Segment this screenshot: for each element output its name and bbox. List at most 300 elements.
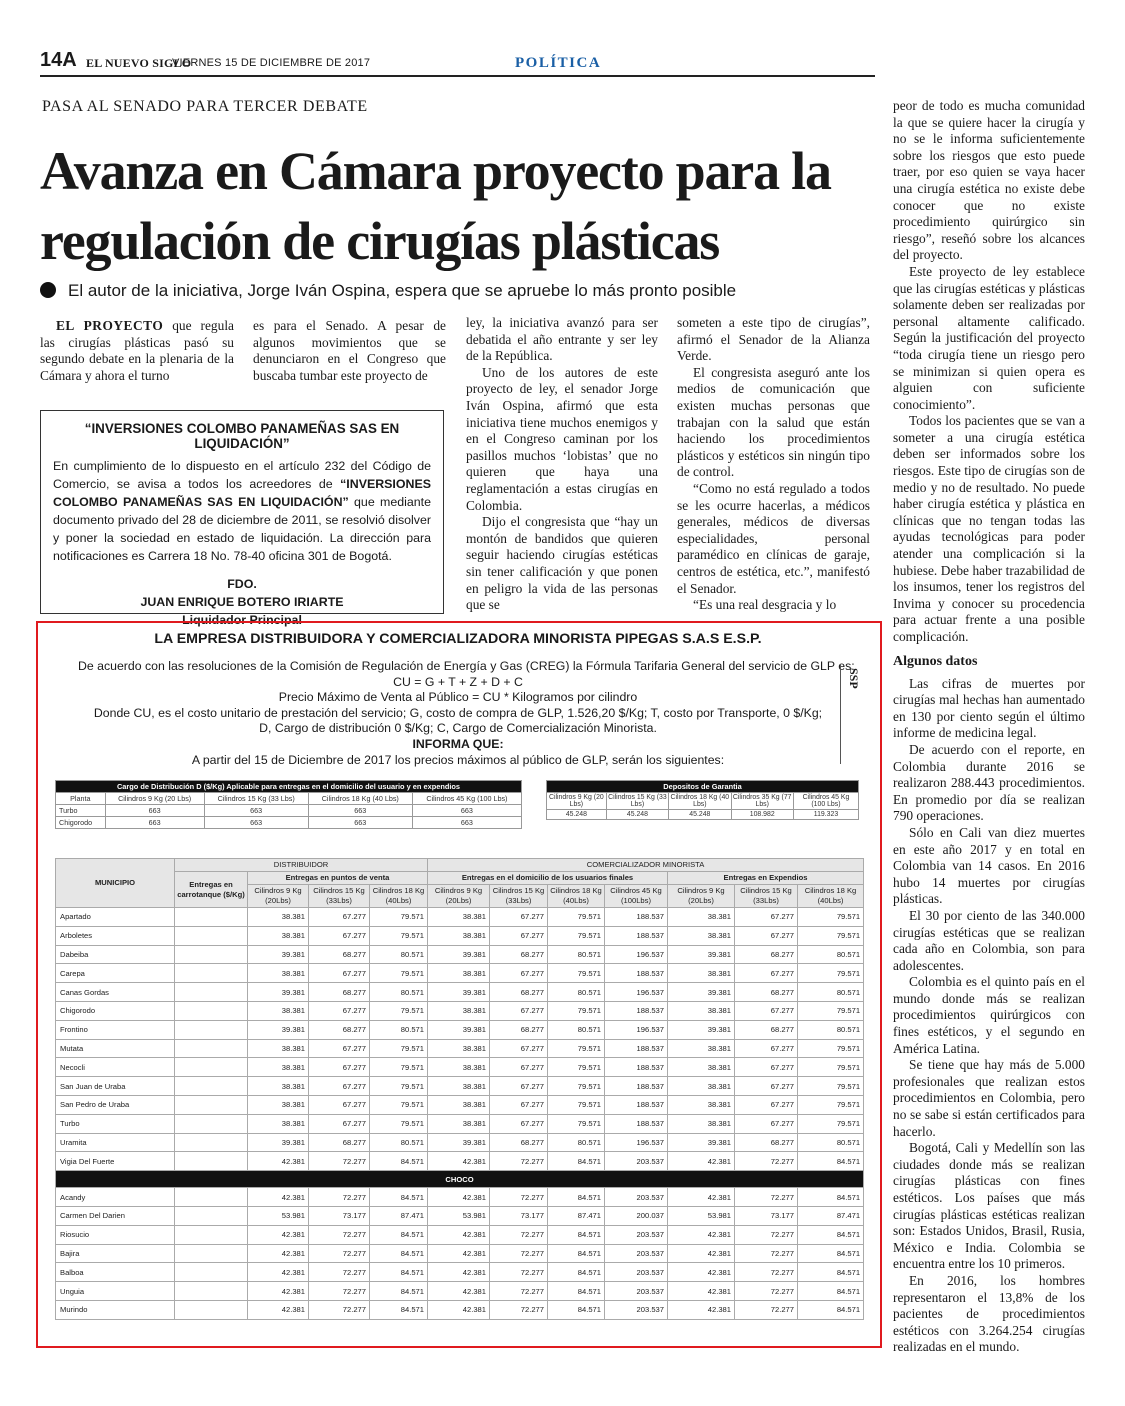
municipio-cell: Chigorodo (56, 1001, 175, 1020)
price-cell: 67.277 (309, 1001, 370, 1020)
price-cell: 68.277 (735, 945, 798, 964)
price-cell: 203.537 (605, 1282, 668, 1301)
column-header: Cilindros 15 Kg (33 Lbs) (608, 794, 667, 808)
price-cell: 84.571 (548, 1152, 605, 1171)
price-cell (175, 1244, 248, 1263)
price-cell: 80.571 (548, 1133, 605, 1152)
price-cell: 67.277 (490, 1077, 548, 1096)
price-cell: 39.381 (668, 983, 735, 1002)
price-cell: 67.277 (490, 908, 548, 927)
table-row (56, 1114, 864, 1133)
price-cell: 79.571 (798, 908, 864, 927)
price-cell (175, 983, 248, 1002)
table-row (56, 1058, 864, 1077)
cell: 663 (412, 805, 521, 817)
municipio-cell: San Pedro de Uraba (56, 1095, 175, 1114)
price-cell: 38.381 (428, 1058, 490, 1077)
price-cell: 79.571 (798, 1039, 864, 1058)
price-cell: 84.571 (370, 1300, 428, 1319)
price-cell: 67.277 (309, 926, 370, 945)
price-cell: 39.381 (428, 1133, 490, 1152)
article-column-4 (677, 315, 870, 614)
price-cell: 72.277 (309, 1282, 370, 1301)
price-cell: 196.537 (605, 983, 668, 1002)
price-cell: 188.537 (605, 926, 668, 945)
page-number: 14A (40, 49, 77, 71)
price-cell: 38.381 (428, 1077, 490, 1096)
price-cell: 67.277 (735, 908, 798, 927)
price-cell: 42.381 (248, 1244, 309, 1263)
price-cell: 84.571 (548, 1225, 605, 1244)
price-cell: 38.381 (248, 1001, 309, 1020)
legal-notice (40, 410, 444, 627)
price-cell: 42.381 (248, 1188, 309, 1207)
price-cell: 67.277 (735, 1058, 798, 1077)
column-header: Cilindros 18 Kg (40Lbs) (548, 885, 605, 908)
notice-company: “INVERSIONES COLOMBO PANAMEÑAS SAS EN LIQUIDACIÓN” (53, 477, 431, 509)
sidebar-paragraph: Colombia es el quinto país en el mundo donde más se realizan procedimientos quirúrgicos con fines estéticos, y el segundo en América Latina. (893, 974, 1085, 1056)
sidebar-paragraph: Bogotá, Cali y Medellín son las ciudades donde más se realizan cirugías plásticas con fines estéticos. Los países que más cirugías plásticas estéticas realizan son: Estados Unidos, Brasil, Rusia, México e India. Colombia se encuentra entre los 10 primeros. (893, 1140, 1085, 1272)
price-cell (175, 1001, 248, 1020)
table-row (56, 1244, 864, 1263)
price-cell: 67.277 (735, 964, 798, 983)
price-cell: 42.381 (668, 1188, 735, 1207)
notice-text: que mediante documento privado del 28 de diciembre de 2011, se resolvió disolver y poner la sociedad en estado de liquidación. La dirección para notificaciones es Carrera 18 No. 78-40 oficina 301 de Bogotá. (53, 495, 432, 563)
price-cell (175, 1133, 248, 1152)
deposit-table (546, 780, 859, 820)
price-cell: 79.571 (548, 1077, 605, 1096)
price-cell: 42.381 (668, 1263, 735, 1282)
price-cell: 84.571 (548, 1244, 605, 1263)
price-cell: 79.571 (548, 926, 605, 945)
price-cell: 42.381 (668, 1300, 735, 1319)
price-cell: 79.571 (798, 964, 864, 983)
price-cell: 42.381 (668, 1152, 735, 1171)
price-cell: 42.381 (248, 1152, 309, 1171)
price-cell: 79.571 (370, 964, 428, 983)
price-cell: 38.381 (668, 908, 735, 927)
price-cell: 79.571 (370, 908, 428, 927)
price-cell: 68.277 (735, 983, 798, 1002)
header-comercializador: COMERCIALIZADOR MINORISTA (428, 859, 864, 872)
price-cell: 80.571 (548, 945, 605, 964)
cell: 45.248 (547, 810, 607, 820)
header-municipio: MUNICIPIO (56, 859, 175, 908)
price-cell: 84.571 (798, 1225, 864, 1244)
article-column-2 (253, 318, 446, 384)
cell: 663 (308, 817, 412, 829)
price-cell: 67.277 (490, 926, 548, 945)
municipio-cell: Bajira (56, 1244, 175, 1263)
bullet-icon (40, 282, 56, 298)
municipio-cell: Murindo (56, 1300, 175, 1319)
price-cell: 67.277 (490, 964, 548, 983)
municipio-cell: Balboa (56, 1263, 175, 1282)
column-paragraph: ley, la iniciativa avanzó para ser debatida el año entrante y ser ley de la República. (466, 315, 658, 364)
price-cell: 80.571 (798, 1133, 864, 1152)
price-cell: 38.381 (428, 926, 490, 945)
price-cell: 67.277 (735, 1039, 798, 1058)
price-cell: 42.381 (668, 1282, 735, 1301)
price-cell: 84.571 (798, 1263, 864, 1282)
notice-text: En cumplimiento de lo dispuesto en el artículo 232 del Código de Comercio, se avisa a todos los acreedores de (53, 459, 431, 491)
price-cell: 38.381 (248, 1058, 309, 1077)
municipio-cell: Mutata (56, 1039, 175, 1058)
column-header: Cilindros 15 Kg (33Lbs) (309, 885, 370, 908)
price-cell: 38.381 (668, 1058, 735, 1077)
price-cell: 38.381 (428, 908, 490, 927)
price-cell: 68.277 (309, 1020, 370, 1039)
price-cell: 67.277 (490, 1039, 548, 1058)
column-paragraph: peor de todo es mucha comunidad la que se quiere hacer la cirugía y no se le informa suficientemente sobre los riesgos que esto puede traer, por eso quien se vaya hacer una cirugía estética no existe debe conocer que no existe procedimiento quirúrgico sin riesgo”, reseñó sobre los alcances del proyecto. (893, 98, 1085, 263)
price-table (55, 858, 864, 1320)
column-header: Cilindros 35 Kg (77 Lbs) (732, 794, 792, 808)
price-cell: 84.571 (370, 1152, 428, 1171)
column-header: Cilindros 45 Kg (100Lbs) (605, 885, 668, 908)
price-cell: 39.381 (248, 1020, 309, 1039)
price-cell: 39.381 (668, 1020, 735, 1039)
newspaper-name: EL NUEVO SIGLO (86, 56, 192, 70)
price-cell: 38.381 (668, 1001, 735, 1020)
column-header: Planta (56, 793, 106, 805)
table-row (56, 1225, 864, 1244)
signature-name: JUAN ENRIQUE BOTERO IRIARTE (140, 595, 344, 609)
price-cell: 72.277 (309, 1152, 370, 1171)
table-row (56, 1095, 864, 1114)
price-cell: 80.571 (548, 983, 605, 1002)
column-text: es para el Senado. A pesar de algunos movimientos que se denunciaron en el Congreso que buscaba tumbar este proyecto de (253, 318, 446, 383)
column-header: Cilindros 15 Kg (33 Lbs) (204, 793, 308, 805)
municipio-cell: Carmen Del Darien (56, 1206, 175, 1225)
region-separator (56, 1171, 864, 1188)
price-cell: 68.277 (490, 983, 548, 1002)
price-cell: 80.571 (370, 945, 428, 964)
ad-intro-line: De acuerdo con las resoluciones de la Comisión de Regulación de Energía y Gas (CREG) la Fórmula Tarifaria General del servicio de GLP es: (78, 659, 855, 673)
price-cell (175, 964, 248, 983)
price-cell: 67.277 (309, 908, 370, 927)
sidebar-title: Algunos datos (893, 653, 978, 669)
price-cell: 67.277 (490, 1095, 548, 1114)
subhead-text: El autor de la iniciativa, Jorge Iván Ospina, espera que se apruebe lo más pronto posible (68, 281, 737, 300)
notice-title: “INVERSIONES COLOMBO PANAMEÑAS SAS EN LIQUIDACIÓN” (84, 421, 400, 451)
price-cell: 80.571 (370, 983, 428, 1002)
article-subhead (40, 281, 860, 301)
table-row (547, 810, 859, 820)
price-cell: 79.571 (798, 1077, 864, 1096)
price-cell: 84.571 (798, 1300, 864, 1319)
header-carrotanque: Entregas en carrotanque ($/Kg) (175, 872, 248, 908)
table-row (56, 1206, 864, 1225)
issue-date: VIERNES 15 DE DICIEMBRE DE 2017 (172, 57, 371, 69)
column-header: Cilindros 15 Kg (33Lbs) (735, 885, 798, 908)
municipio-cell: Canas Gordas (56, 983, 175, 1002)
price-cell: 67.277 (309, 1058, 370, 1077)
table-row (56, 1263, 864, 1282)
price-cell: 79.571 (370, 1039, 428, 1058)
price-cell: 72.277 (735, 1244, 798, 1263)
price-cell: 79.571 (370, 1114, 428, 1133)
price-cell (175, 908, 248, 927)
price-cell: 84.571 (370, 1225, 428, 1244)
price-cell: 87.471 (548, 1206, 605, 1225)
price-cell (175, 1152, 248, 1171)
price-cell: 72.277 (309, 1263, 370, 1282)
column-header: Cilindros 18 Kg (40Lbs) (798, 885, 864, 908)
column-header: Cilindros 18 Kg (40 Lbs) (670, 794, 730, 808)
price-cell: 38.381 (248, 926, 309, 945)
price-cell: 38.381 (428, 1114, 490, 1133)
price-cell: 53.981 (668, 1206, 735, 1225)
price-cell: 68.277 (490, 1020, 548, 1039)
table-row (56, 1188, 864, 1207)
price-cell: 84.571 (370, 1282, 428, 1301)
municipio-cell: Dabeiba (56, 945, 175, 964)
price-cell: 38.381 (428, 964, 490, 983)
price-cell (175, 1095, 248, 1114)
price-cell: 203.537 (605, 1263, 668, 1282)
price-cell: 72.277 (490, 1282, 548, 1301)
price-cell: 38.381 (668, 1095, 735, 1114)
price-cell: 79.571 (798, 1114, 864, 1133)
price-cell: 188.537 (605, 1058, 668, 1077)
cell: Chigorodo (56, 817, 106, 829)
article-headline: Avanza en Cámara proyecto para la regulación de cirugías plásticas (40, 141, 831, 271)
price-cell: 84.571 (548, 1263, 605, 1282)
price-cell: 39.381 (428, 983, 490, 1002)
header-rule (40, 75, 875, 77)
price-cell: 79.571 (548, 1039, 605, 1058)
cell: 663 (204, 805, 308, 817)
price-cell: 200.037 (605, 1206, 668, 1225)
price-cell: 84.571 (798, 1282, 864, 1301)
price-cell: 188.537 (605, 1114, 668, 1133)
price-cell: 67.277 (735, 926, 798, 945)
ad-intro-line: Donde CU, es el costo unitario de prestación del servicio; G, costo de compra de GLP, 1.526,20 $/Kg; T, costo por Transporte, 0 $/Kg; (93, 705, 823, 720)
price-cell: 42.381 (428, 1282, 490, 1301)
price-cell: 203.537 (605, 1188, 668, 1207)
column-header: Cilindros 18 Kg (40 Lbs) (308, 793, 412, 805)
table-row (56, 1300, 864, 1319)
price-cell: 42.381 (668, 1225, 735, 1244)
section-name: POLÍTICA (515, 55, 602, 71)
price-cell: 84.571 (548, 1188, 605, 1207)
column-text: que regula las cirugías plásticas pasó su segundo debate en la plenaria de la Cámara y ahora el turno (40, 318, 234, 383)
municipio-cell: Frontino (56, 1020, 175, 1039)
price-cell: 79.571 (370, 1095, 428, 1114)
price-cell: 39.381 (668, 1133, 735, 1152)
price-cell: 188.537 (605, 1077, 668, 1096)
price-cell: 67.277 (735, 1077, 798, 1096)
price-cell: 84.571 (370, 1263, 428, 1282)
ad-company-title: LA EMPRESA DISTRIBUIDORA Y COMERCIALIZADORA MINORISTA PIPEGAS S.A.S E.S.P. (154, 631, 762, 647)
signature-role: Liquidador Principal (182, 613, 302, 627)
lead-in: EL PROYECTO (56, 318, 164, 333)
price-cell (175, 1282, 248, 1301)
price-cell: 67.277 (490, 1114, 548, 1133)
price-cell: 38.381 (248, 964, 309, 983)
price-cell: 38.381 (248, 1077, 309, 1096)
price-cell: 80.571 (798, 945, 864, 964)
price-cell: 80.571 (370, 1020, 428, 1039)
price-cell: 38.381 (428, 1095, 490, 1114)
price-cell: 67.277 (735, 1095, 798, 1114)
price-cell: 38.381 (248, 1114, 309, 1133)
price-cell: 67.277 (309, 1114, 370, 1133)
price-cell: 72.277 (490, 1300, 548, 1319)
price-cell: 79.571 (548, 1095, 605, 1114)
price-cell (175, 1188, 248, 1207)
sidebar-paragraph: Se tiene que hay más de 5.000 profesionales que realizan estos procedimientos en Colombia, pero no se sabe si están certificados para hacerlo. (893, 1057, 1085, 1139)
municipio-cell: Acandy (56, 1188, 175, 1207)
price-cell: 84.571 (548, 1282, 605, 1301)
table-row (56, 1020, 864, 1039)
price-cell: 79.571 (370, 1077, 428, 1096)
price-cell: 67.277 (309, 1077, 370, 1096)
price-cell: 188.537 (605, 964, 668, 983)
column-header: Cilindros 9 Kg (20 Lbs) (547, 793, 607, 810)
price-cell: 68.277 (735, 1133, 798, 1152)
column-paragraph: Dijo el congresista que “hay un montón de bandidos que quieren seguir haciendo cirugías estéticas sin tener calificación y que ponen en peligro la vida de las personas que se (466, 514, 658, 613)
price-cell: 39.381 (428, 945, 490, 964)
distribution-charge-table (55, 780, 522, 829)
price-cell (175, 1206, 248, 1225)
cell: 663 (105, 817, 204, 829)
ad-informa: INFORMA QUE: (412, 736, 504, 751)
price-cell: 80.571 (548, 1020, 605, 1039)
cell: 45.248 (606, 810, 668, 820)
price-cell: 80.571 (370, 1133, 428, 1152)
price-cell: 79.571 (798, 1095, 864, 1114)
price-cell: 38.381 (428, 1001, 490, 1020)
column-header: Cilindros 9 Kg (20Lbs) (668, 885, 735, 908)
price-cell: 72.277 (490, 1263, 548, 1282)
price-cell: 79.571 (548, 1114, 605, 1133)
column-header: Cilindros 18 Kg (40Lbs) (370, 885, 428, 908)
sidebar-paragraph: De acuerdo con el reporte, en Colombia durante 2016 se realizaron 288.443 procedimientos. En promedio por día se realizan 790 operaciones. (893, 741, 1085, 824)
municipio-cell: Arboletes (56, 926, 175, 945)
price-cell: 79.571 (370, 926, 428, 945)
municipio-cell: Apartado (56, 908, 175, 927)
header-puntos-venta: Entregas en puntos de venta (248, 872, 428, 885)
price-cell (175, 1020, 248, 1039)
cell: 663 (412, 817, 521, 829)
cell: 663 (204, 817, 308, 829)
price-cell: 42.381 (248, 1282, 309, 1301)
price-cell: 39.381 (668, 945, 735, 964)
table-row (56, 983, 864, 1002)
price-cell: 53.981 (248, 1206, 309, 1225)
column-paragraph: Todos los pacientes que se van a someter a una cirugía estética deben ser informados sobre los riesgos. Este tipo de cirugías son de medio y no de resultado. No puede haber cirugía estética y plástica en clínicas que no tengan todas las ayudas tecnológicas para poder atender una complicación si la hubiese. Debe haber trazabilidad de los insumos, tener los registros del Invima y conocer su procedencia para actuar frente a una posible complicación. (893, 413, 1085, 644)
price-cell: 79.571 (370, 1058, 428, 1077)
municipio-cell: Turbo (56, 1114, 175, 1133)
column-paragraph: Este proyecto de ley establece que las cirugías estéticas y plásticas solamente deben ser realizadas por personal altamente calificado. Según la justificación del proyecto “toda cirugía tiene un riesgo pero se minimizan si quien opera es alguien con suficiente conocimiento”. (893, 263, 1085, 412)
table-row (56, 1133, 864, 1152)
price-cell: 72.277 (490, 1244, 548, 1263)
price-cell: 38.381 (248, 908, 309, 927)
price-cell: 53.981 (428, 1206, 490, 1225)
price-cell: 72.277 (309, 1225, 370, 1244)
price-cell: 38.381 (248, 1095, 309, 1114)
municipio-cell: Carepa (56, 964, 175, 983)
article-kicker: PASA AL SENADO PARA TERCER DEBATE (42, 98, 368, 115)
price-cell: 67.277 (309, 1039, 370, 1058)
signature-fdo: FDO. (227, 577, 257, 591)
price-cell: 79.571 (548, 1001, 605, 1020)
price-cell: 39.381 (248, 1133, 309, 1152)
column-header: Cilindros 9 Kg (20Lbs) (428, 885, 490, 908)
price-cell: 67.277 (309, 1095, 370, 1114)
column-header: Cilindros 45 Kg (100 Lbs) (412, 793, 521, 805)
price-cell: 42.381 (428, 1300, 490, 1319)
ad-intro-line: Precio Máximo de Venta al Público = CU * Kilogramos por cilindro (278, 690, 638, 705)
region-label: CHOCO (56, 1171, 864, 1188)
price-cell (175, 1300, 248, 1319)
price-cell: 38.381 (668, 1077, 735, 1096)
table-row (56, 945, 864, 964)
table-row (56, 1282, 864, 1301)
municipio-cell: Necocli (56, 1058, 175, 1077)
cell: 663 (105, 805, 204, 817)
price-cell: 203.537 (605, 1225, 668, 1244)
price-cell: 42.381 (428, 1244, 490, 1263)
price-cell: 42.381 (428, 1263, 490, 1282)
price-cell: 87.471 (798, 1206, 864, 1225)
municipio-cell: San Juan de Uraba (56, 1077, 175, 1096)
price-cell: 38.381 (668, 926, 735, 945)
column-paragraph: “Es una real desgracia y lo (693, 597, 837, 613)
price-cell: 73.177 (735, 1206, 798, 1225)
column-paragraph: El congresista aseguró ante los medios de comunicación que existen muchas personas que trabajan con la salud que están haciendo los procedimientos plásticos y estéticos sin ningún tipo de control. (677, 364, 870, 480)
municipio-cell: Riosucio (56, 1225, 175, 1244)
municipio-cell: Unguia (56, 1282, 175, 1301)
header-domicilio: Entregas en el domicilio de los usuarios finales (428, 872, 668, 885)
price-cell: 68.277 (490, 1133, 548, 1152)
cell: 119.323 (793, 810, 858, 820)
price-cell: 84.571 (798, 1152, 864, 1171)
price-cell (175, 1263, 248, 1282)
table-row (56, 817, 522, 829)
column-header: Cilindros 9 Kg (20 Lbs) (105, 793, 204, 805)
table-row (56, 1001, 864, 1020)
price-cell: 79.571 (548, 1058, 605, 1077)
price-cell: 67.277 (490, 1058, 548, 1077)
column-header: Cilindros 15 Kg (33Lbs) (490, 885, 548, 908)
price-cell (175, 1077, 248, 1096)
price-cell: 68.277 (309, 983, 370, 1002)
price-cell: 72.277 (735, 1300, 798, 1319)
price-cell (175, 1114, 248, 1133)
sidebar-paragraph: Las cifras de muertes por cirugías mal hechas han aumentado en 130 por ciento según el último informe de medicina legal. (893, 675, 1085, 741)
price-cell: 188.537 (605, 908, 668, 927)
price-cell: 73.177 (490, 1206, 548, 1225)
header-expendios: Entregas en Expendios (668, 872, 864, 885)
price-cell: 79.571 (798, 1001, 864, 1020)
price-cell: 68.277 (735, 1020, 798, 1039)
price-cell: 42.381 (248, 1263, 309, 1282)
price-cell: 79.571 (798, 1058, 864, 1077)
column-paragraph: “Como no está regulado a todos se les ocurre hacerlas, a médicos generales, médicos de diversas especialidades, personal paramédico en clínicas de garaje, centros de estética, etc.”, manifestó el Senador. (677, 480, 870, 596)
column-paragraph: someten a este tipo de cirugías”, afirmó el Senador de la Alianza Verde. (677, 315, 870, 364)
price-cell: 84.571 (370, 1244, 428, 1263)
price-cell: 72.277 (490, 1188, 548, 1207)
price-cell: 80.571 (798, 1020, 864, 1039)
price-cell: 87.471 (370, 1206, 428, 1225)
price-cell: 72.277 (735, 1152, 798, 1171)
municipio-cell: Vigia Del Fuerte (56, 1152, 175, 1171)
price-cell: 39.381 (428, 1020, 490, 1039)
article-column-5 (893, 98, 1085, 1356)
price-cell: 80.571 (798, 983, 864, 1002)
